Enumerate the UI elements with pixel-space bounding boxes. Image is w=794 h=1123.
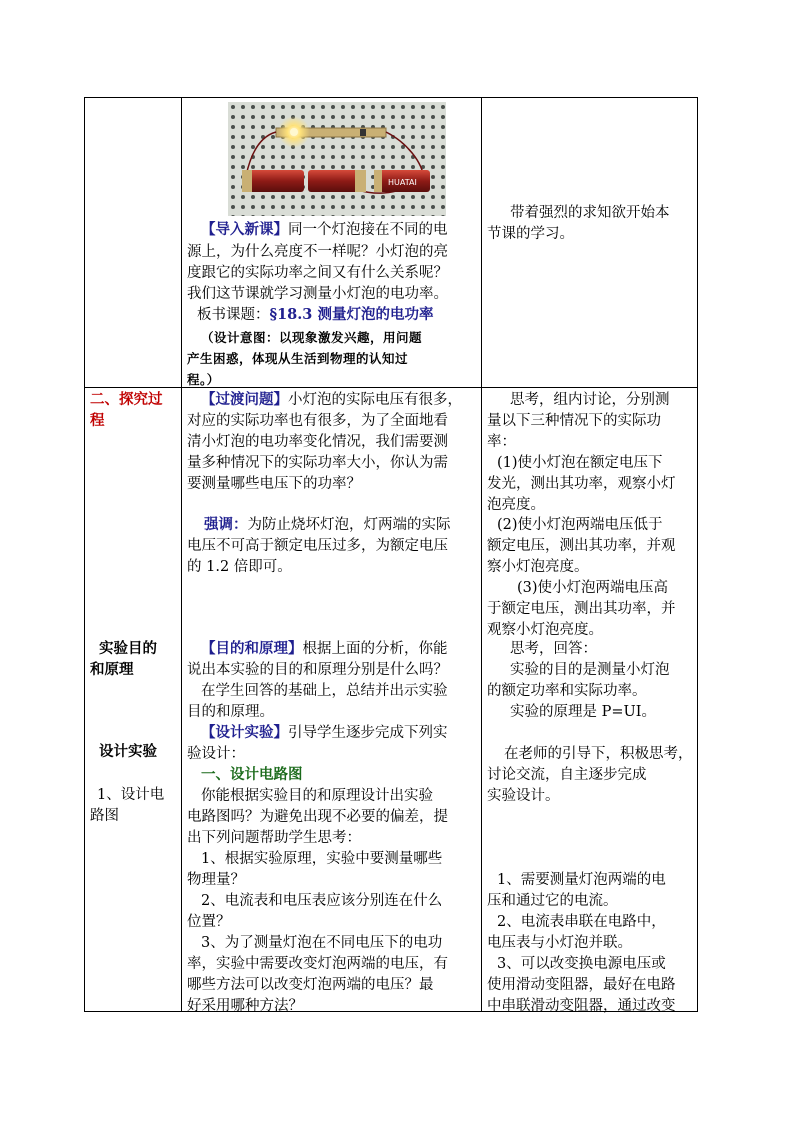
- design-para-2: 电路图吗？为避免出现不必要的偏差，提: [187, 809, 448, 825]
- purpose-line-1: [201, 639, 448, 660]
- transition-line-3: 清小灯泡的电功率变化情况，我们需要测: [187, 434, 448, 450]
- case-2c: 察小灯泡亮度。: [487, 559, 589, 575]
- transition-line-4: 量多种情况下的实际功率大小，你认为需: [187, 455, 448, 471]
- answer-4: 实验的原理是 P=UI。: [510, 704, 656, 720]
- transition-tag: 【过渡问题】: [201, 391, 288, 408]
- case-2b: 额定电压，测出其功率，并观: [487, 538, 676, 554]
- intro-tag: 【导入新课】: [201, 221, 288, 238]
- purpose-text-1: 根据上面的分析，你能: [302, 641, 448, 657]
- design-subheading: 一、设计电路图: [201, 766, 303, 783]
- purpose-heading-1: 实验目的: [99, 640, 157, 657]
- question-3b: 率，实验中需要改变灯泡两端的电压，有: [187, 956, 448, 972]
- question-3d: 好采用哪种方法？: [187, 998, 303, 1014]
- question-3c: 哪些方法可以改变灯泡两端的电压？最: [187, 977, 434, 993]
- intro-response-1: 带着强烈的求知欲开始本: [510, 205, 670, 221]
- question-1a: 1、根据实验原理，实验中要测量哪些: [201, 851, 443, 867]
- design-response-1: 在老师的引导下，积极思考，: [504, 746, 693, 762]
- design-para-1: 你能根据实验目的和原理设计出实验: [201, 788, 433, 804]
- board-label: 板书课题：: [197, 307, 270, 323]
- answer-1: 思考，回答：: [510, 641, 597, 657]
- intro-line-4: 我们这节课就学习测量小灯泡的电功率。: [187, 286, 448, 302]
- intro-text-1: 同一个灯泡接在不同的电: [288, 222, 448, 238]
- design-response-2: 讨论交流，自主逐步完成: [487, 767, 647, 783]
- reply-1b: 压和通过它的电流。: [487, 893, 618, 909]
- battery-label: HUATAI: [388, 178, 417, 187]
- emphasis-line-3: 的 1.2 倍即可。: [187, 559, 292, 575]
- reply-3b: 使用滑动变阻器，最好在电路: [487, 977, 676, 993]
- design-circuit-label-2: 路图: [90, 808, 119, 824]
- reply-1a: 1、需要测量灯泡两端的电: [497, 872, 666, 888]
- reply-3a: 3、可以改变换电源电压或: [497, 956, 666, 972]
- design-intent-line-3: 程。）: [187, 372, 220, 387]
- board-title-line: [197, 305, 433, 326]
- case-1c: 泡亮度。: [487, 497, 545, 513]
- section2-title-cont: 程: [90, 412, 105, 429]
- intro-line-3: 度跟它的实际功率之间又有什么关系呢？: [187, 265, 448, 281]
- section2-title: 二、探究过: [90, 391, 163, 408]
- case-2a: (2)使小灯泡两端电压低于: [497, 517, 663, 533]
- purpose-heading-2: 和原理: [90, 661, 134, 678]
- purpose-line-3: 在学生回答的基础上，总结并出示实验: [201, 683, 448, 699]
- reply-2a: 2、电流表串联在电路中，: [497, 914, 666, 930]
- design-tag: 【设计实验】: [201, 724, 288, 741]
- design-intent-line-1: [201, 327, 422, 348]
- design-heading: 设计实验: [99, 743, 157, 760]
- reply-2b: 电压表与小灯泡并联。: [487, 935, 632, 951]
- column-divider-1: [181, 98, 182, 1011]
- question-3a: 3、为了测量灯泡在不同电压下的电功: [201, 935, 443, 951]
- purpose-line-4: 目的和原理。: [187, 704, 274, 720]
- design-text-1: 引导学生逐步完成下列实: [288, 725, 448, 741]
- transition-line-1: [201, 390, 462, 411]
- case-3c: 观察小灯泡亮度。: [487, 622, 603, 638]
- emphasis-line-1: [204, 515, 451, 536]
- design-intent-tag: （设计意图：: [201, 330, 280, 345]
- right-think-2: 量以下三种情况下的实际功: [487, 413, 661, 429]
- question-1b: 物理量？: [187, 872, 245, 888]
- question-2b: 位置？: [187, 914, 231, 930]
- right-think-1: 思考，组内讨论，分别测: [510, 392, 670, 408]
- answer-2: 实验的目的是测量小灯泡: [510, 662, 670, 678]
- intro-line-2: 源上，为什么亮度不一样呢？小灯泡的亮: [187, 244, 448, 260]
- design-para-3: 出下列问题帮助学生思考：: [187, 830, 361, 846]
- design-intent-text-1: 以现象激发兴趣，用问题: [279, 330, 423, 345]
- transition-text-1: 小灯泡的实际电压有很多，: [288, 392, 462, 408]
- row-divider: [85, 387, 697, 388]
- circuit-photo-image: [228, 102, 446, 216]
- board-title: §18.3 测量灯泡的电功率: [269, 306, 434, 323]
- design-response-3: 实验设计。: [487, 788, 560, 804]
- emphasis-text-1: 为防止烧坏灯泡，灯两端的实际: [247, 517, 451, 533]
- case-1a: (1)使小灯泡在额定电压下: [497, 455, 663, 471]
- case-1b: 发光，测出其功率，观察小灯: [487, 476, 676, 492]
- design-circuit-label-1: 1、设计电: [97, 787, 165, 803]
- transition-line-2: 对应的实际功率也有很多，为了全面地看: [187, 413, 448, 429]
- intro-response-2: 节课的学习。: [487, 226, 574, 242]
- transition-line-5: 要测量哪些电压下的功率？: [187, 476, 361, 492]
- case-3b: 于额定电压，测出其功率，并: [487, 601, 676, 617]
- purpose-tag: 【目的和原理】: [201, 640, 303, 657]
- question-2a: 2、电流表和电压表应该分别连在什么: [201, 893, 443, 909]
- intro-line-1: [201, 220, 448, 241]
- right-think-3: 率：: [487, 434, 516, 450]
- emphasis-tag: 强调：: [204, 516, 248, 533]
- design-intent-line-2: 产生困惑，体现从生活到物理的认知过: [187, 351, 409, 366]
- reply-3c: 中串联滑动变阻器，通过改变: [487, 998, 676, 1014]
- circuit-photo: [228, 102, 446, 216]
- column-divider-2: [481, 98, 482, 1011]
- purpose-line-2: 说出本实验的目的和原理分别是什么吗？: [187, 662, 448, 678]
- emphasis-line-2: 电压不可高于额定电压过多，为额定电压: [187, 538, 448, 554]
- design-line-1: [201, 723, 448, 744]
- case-3a: (3)使小灯泡两端电压高: [517, 580, 669, 596]
- design-line-2: 验设计：: [187, 746, 245, 762]
- answer-3: 的额定功率和实际功率。: [487, 683, 647, 699]
